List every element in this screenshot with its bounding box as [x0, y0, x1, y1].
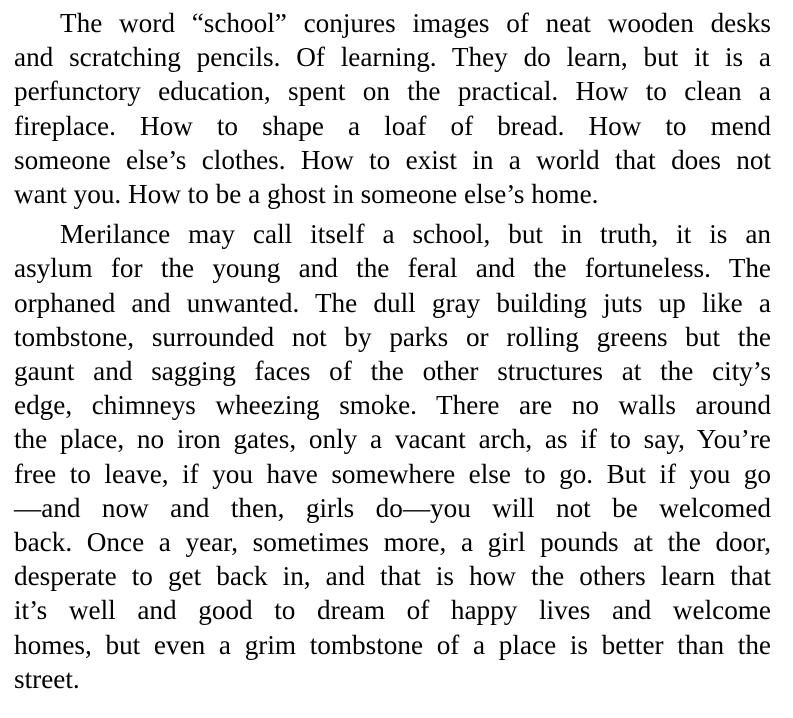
text-line: want you. How to be a ghost in someone else’s home.	[14, 179, 599, 210]
text-line: asylum for the young and the feral and the fortuneless. The	[14, 253, 771, 284]
text-line: The word “school” conjures images of neat wooden desks	[60, 8, 771, 38]
text-line: Merilance may call itself a school, but in truth, it is an	[60, 219, 771, 250]
text-line: back. Once a year, sometimes more, a girl pounds at the door,	[14, 527, 771, 558]
text-line: desperate to get back in, and that is how the others learn that	[14, 561, 771, 592]
text-line: free to leave, if you have somewhere else to go. But if you go	[14, 458, 771, 489]
text-line: tombstone, surrounded not by parks or rolling greens but the	[14, 321, 771, 352]
text-line: —and now and then, girls do—you will not be welcomed	[14, 492, 771, 523]
text-line: someone else’s clothes. How to exist in a world that does not	[14, 144, 771, 175]
text-line: orphaned and unwanted. The dull gray building juts up like a	[14, 287, 771, 318]
text-line: gaunt and sagging faces of the other structures at the city’s	[14, 356, 771, 387]
text-line: perfunctory education, spent on the practical. How to clean a	[14, 76, 771, 107]
text-line: the place, no iron gates, only a vacant arch, as if to say, You’re	[14, 424, 771, 455]
text-line: fireplace. How to shape a loaf of bread. How to mend	[14, 110, 771, 141]
text-line: street.	[14, 663, 80, 694]
paragraph-2	[14, 217, 771, 696]
text-line: it’s well and good to dream of happy lives and welcome	[14, 595, 771, 626]
paragraph-1	[14, 6, 771, 211]
text-line: homes, but even a grim tombstone of a place is better than the	[14, 629, 771, 660]
text-line: edge, chimneys wheezing smoke. There are no walls around	[14, 390, 771, 421]
text-line: and scratching pencils. Of learning. They do learn, but it is a	[14, 42, 771, 73]
